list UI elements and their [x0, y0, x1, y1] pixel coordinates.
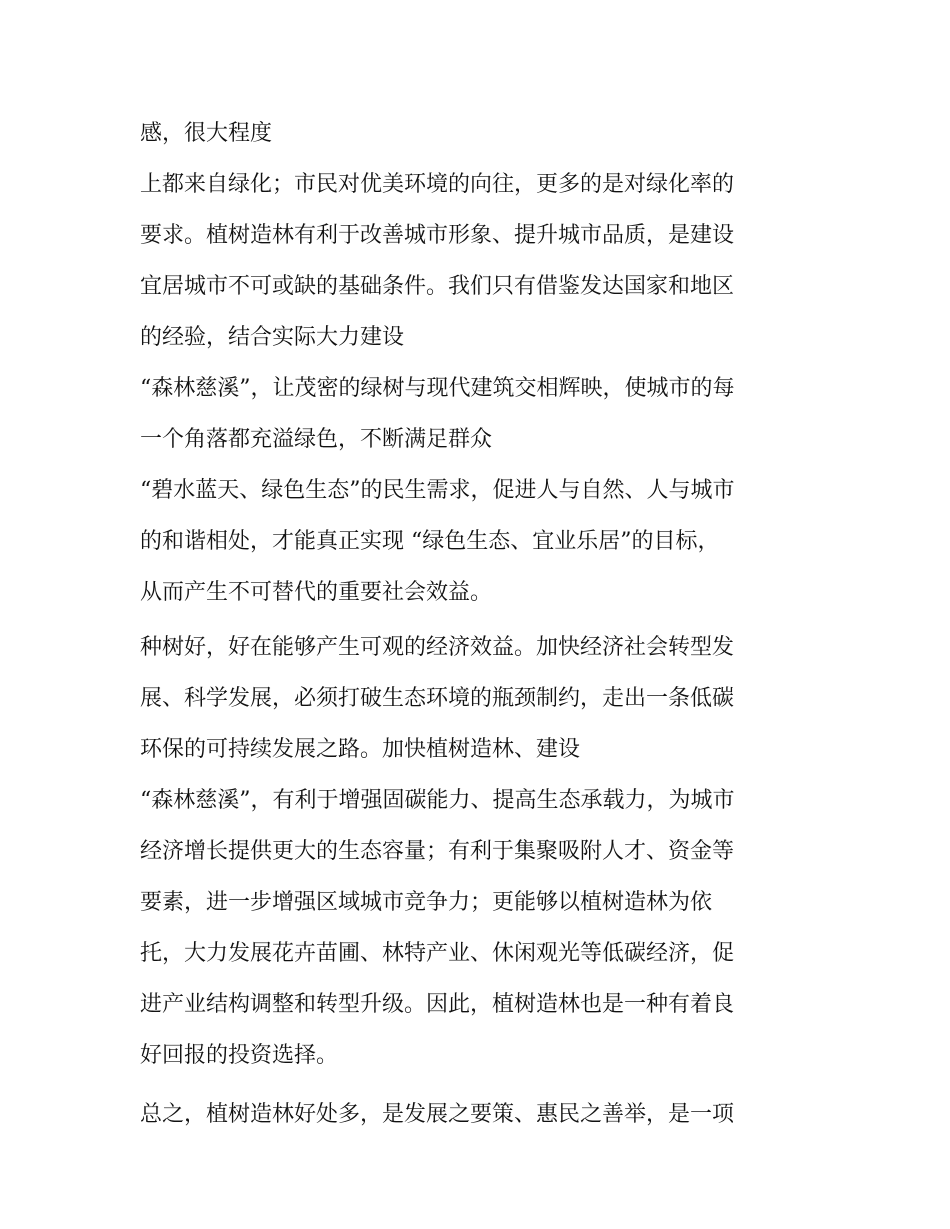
text-line: 的和谐相处，才能真正实现 “绿色生态、宜业乐居”的目标， — [140, 529, 720, 554]
text-line: 从而产生不可替代的重要社会效益。 — [140, 580, 493, 605]
text-line: 经济增长提供更大的生态容量；有利于集聚吸附人才、资金等 — [140, 839, 735, 864]
text-line: 要素，进一步增强区域城市竞争力；更能够以植树造林为依 — [140, 890, 713, 915]
text-line: 的经验，结合实际大力建设 — [140, 325, 405, 350]
text-line: “碧水蓝天、绿色生态”的民生需求，促进人与自然、人与城市 — [140, 478, 735, 503]
text-line: 展、科学发展，必须打破生态环境的瓶颈制约，走出一条低碳 — [140, 686, 735, 711]
document-body — [140, 108, 830, 1140]
text-line: 上都来自绿化；市民对优美环境的向往，更多的是对绿化率的 — [140, 172, 735, 197]
text-line: 好回报的投资选择。 — [140, 1043, 339, 1068]
text-line: “森林慈溪”，让茂密的绿树与现代建筑交相辉映，使城市的每 — [140, 376, 735, 401]
text-line: 要求。植树造林有利于改善城市形象、提升城市品质，是建设 — [140, 223, 735, 248]
text-line: 托，大力发展花卉苗圃、林特产业、休闲观光等低碳经济，促 — [140, 941, 735, 966]
text-line: 总之，植树造林好处多，是发展之要策、惠民之善举，是一项 — [140, 1102, 735, 1127]
text-line: 一个角落都充溢绿色，不断满足群众 — [140, 427, 493, 452]
text-line: 进产业结构调整和转型升级。因此，植树造林也是一种有着良 — [140, 992, 735, 1017]
text-line: 种树好，好在能够产生可观的经济效益。加快经济社会转型发 — [140, 635, 735, 660]
text-line: 宜居城市不可或缺的基础条件。我们只有借鉴发达国家和地区 — [140, 274, 735, 299]
text-line: “森林慈溪”，有利于增强固碳能力、提高生态承载力，为城市 — [140, 788, 735, 813]
text-line: 环保的可持续发展之路。加快植树造林、建设 — [140, 737, 581, 762]
text-line: 感，很大程度 — [140, 121, 273, 146]
